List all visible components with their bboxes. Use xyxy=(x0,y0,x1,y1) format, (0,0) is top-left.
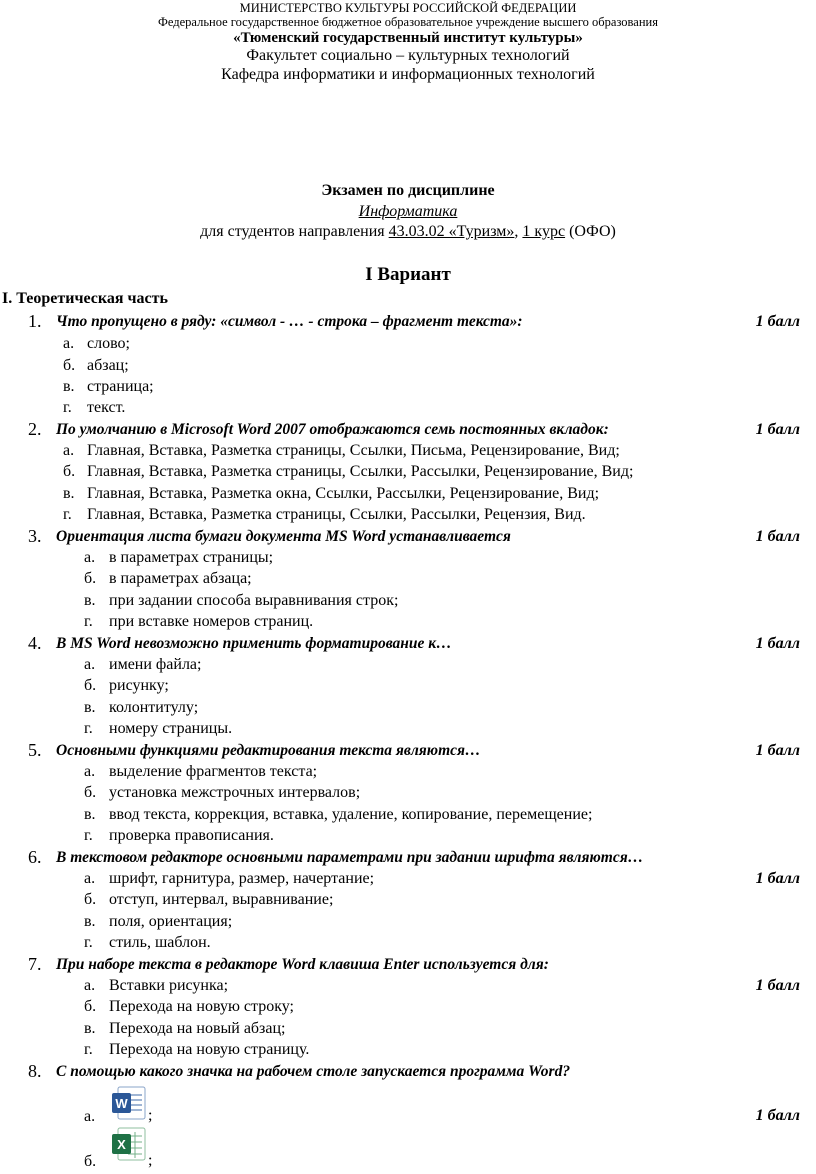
direction-code: 43.03.02 «Туризм» xyxy=(388,223,515,240)
option-text: стиль, шаблон. xyxy=(109,934,211,951)
answer-option xyxy=(84,547,816,568)
question-text: С помощью какого значка на рабочем столе запускается программа Word? xyxy=(56,1063,571,1080)
option-text: поля, ориентация; xyxy=(109,913,233,930)
option-text: имени файла; xyxy=(109,656,202,673)
answer-option xyxy=(63,355,816,376)
study-form: (ОФО) xyxy=(565,223,616,240)
question-score: 1 балл xyxy=(755,870,800,887)
option-letter: а. xyxy=(84,763,96,780)
option-letter: г. xyxy=(84,720,93,737)
option-text: абзац; xyxy=(87,357,129,374)
variant-title: I Вариант xyxy=(365,264,451,285)
option-letter: б. xyxy=(84,677,97,694)
answer-option xyxy=(84,675,816,696)
word-icon xyxy=(111,1085,147,1121)
answer-option xyxy=(63,397,816,418)
option-text: шрифт, гарнитура, размер, начертание; xyxy=(109,870,375,887)
answer-option xyxy=(84,911,816,932)
option-letter: г. xyxy=(84,934,93,951)
option-text: Перехода на новую страницу. xyxy=(109,1041,310,1058)
question-6 xyxy=(0,847,816,868)
svg-text:X: X xyxy=(117,1137,126,1152)
option-text: в параметрах абзаца; xyxy=(109,570,252,587)
institute-name: «Тюменский государственный институт культуры» xyxy=(233,30,583,46)
question-7 xyxy=(0,954,816,975)
question-number: 5. xyxy=(28,740,42,760)
option-text: в параметрах страницы; xyxy=(109,549,274,566)
question-score: 1 балл xyxy=(755,528,800,545)
option-letter: б. xyxy=(84,784,97,801)
answer-option xyxy=(84,590,816,611)
question-number: 4. xyxy=(28,633,42,653)
section-title: I. Теоретическая часть xyxy=(2,290,168,307)
option-text: выделение фрагментов текста; xyxy=(109,763,318,780)
option-text: слово; xyxy=(87,335,130,352)
question-number: 2. xyxy=(28,419,42,439)
excel-icon xyxy=(111,1126,147,1162)
option-text: ; xyxy=(148,1152,153,1169)
answer-option xyxy=(84,761,816,782)
ministry-line: МИНИСТЕРСТВО КУЛЬТУРЫ РОССИЙСКОЙ ФЕДЕРАЦИИ xyxy=(239,1,577,15)
answer-option xyxy=(63,376,816,397)
option-text: рисунку; xyxy=(109,677,169,694)
option-text: при вставке номеров страниц. xyxy=(109,613,314,630)
department-name: Кафедра информатики и информационных технологий xyxy=(221,66,595,83)
option-letter: в. xyxy=(84,913,96,930)
question-text: Ориентация листа бумаги документа MS Word устанавливается xyxy=(56,528,511,545)
audience-separator: , xyxy=(514,223,523,240)
option-letter: а. xyxy=(84,977,96,994)
svg-text:W: W xyxy=(115,1096,128,1111)
option-letter: а. xyxy=(63,442,75,459)
question-text: В MS Word невозможно применить форматирование к… xyxy=(56,635,452,652)
answer-option xyxy=(63,483,816,504)
question-2 xyxy=(0,419,816,440)
question-1 xyxy=(0,311,816,332)
answer-option xyxy=(84,996,816,1017)
question-number: 6. xyxy=(28,847,42,867)
answer-option xyxy=(84,975,816,996)
option-letter: б. xyxy=(63,463,76,480)
option-text: ; xyxy=(148,1107,153,1124)
option-text: проверка правописания. xyxy=(109,827,274,844)
question-4 xyxy=(0,633,816,654)
option-letter: в. xyxy=(63,378,75,395)
option-letter: а. xyxy=(63,335,75,352)
option-letter: г. xyxy=(63,506,72,523)
option-letter: г. xyxy=(63,399,72,416)
question-score: 1 балл xyxy=(755,421,800,438)
question-number: 3. xyxy=(28,526,42,546)
federal-line: Федеральное государственное бюджетное образовательное учреждение высшего образования xyxy=(158,15,658,29)
answer-option xyxy=(63,333,816,354)
subject-name: Информатика xyxy=(358,203,458,220)
answer-option xyxy=(84,697,816,718)
option-letter: г. xyxy=(84,1041,93,1058)
answer-option xyxy=(84,782,816,803)
answer-option xyxy=(84,868,816,889)
option-letter: в. xyxy=(84,1020,96,1037)
question-score: 1 балл xyxy=(755,977,800,994)
option-text: отступ, интервал, выравнивание; xyxy=(109,891,334,908)
option-text: колонтитулу; xyxy=(109,699,199,716)
course-label: 1 курс xyxy=(522,223,566,240)
question-number: 8. xyxy=(28,1061,42,1081)
option-text: при задании способа выравнивания строк; xyxy=(109,592,399,609)
option-letter: б. xyxy=(84,891,97,908)
option-text: ввод текста, коррекция, вставка, удаление, копирование, перемещение; xyxy=(109,806,593,823)
question-score: 1 балл xyxy=(755,742,800,759)
answer-option xyxy=(63,504,816,525)
question-text: Что пропущено в ряду: «символ - … - строка – фрагмент текста»: xyxy=(56,313,523,330)
exam-title: Экзамен по дисциплине xyxy=(321,182,495,199)
question-text: В текстовом редакторе основными параметрами при задании шрифта являются… xyxy=(56,849,644,866)
option-text: текст. xyxy=(87,399,126,416)
answer-option xyxy=(84,932,816,953)
option-text: Главная, Вставка, Разметка страницы, Ссылки, Письма, Рецензирование, Вид; xyxy=(87,442,620,459)
answer-option xyxy=(63,461,816,482)
answer-option xyxy=(84,804,816,825)
question-text: При наборе текста в редакторе Word клавиша Enter используется для: xyxy=(56,956,549,973)
answer-option xyxy=(84,568,816,589)
answer-option xyxy=(84,825,816,846)
answer-option xyxy=(63,440,816,461)
answer-option-letter xyxy=(84,1106,114,1127)
option-text: Главная, Вставка, Разметка страницы, Ссылки, Рассылки, Рецензирование, Вид; xyxy=(87,463,634,480)
exam-audience xyxy=(0,222,816,242)
question-text: Основными функциями редактирования текста являются… xyxy=(56,742,481,759)
option-letter: б. xyxy=(84,998,97,1015)
option-text: страница; xyxy=(87,378,154,395)
answer-option xyxy=(84,654,816,675)
option-letter: а. xyxy=(84,656,96,673)
answer-option-letter xyxy=(84,1151,114,1172)
option-letter: а. xyxy=(84,1108,96,1125)
option-letter: б. xyxy=(63,357,76,374)
option-letter: в. xyxy=(84,699,96,716)
option-letter: в. xyxy=(84,592,96,609)
question-number: 1. xyxy=(28,311,42,331)
option-letter: г. xyxy=(84,613,93,630)
option-text: Перехода на новый абзац; xyxy=(109,1020,286,1037)
option-letter: б. xyxy=(84,1153,97,1170)
option-text: установка межстрочных интервалов; xyxy=(109,784,361,801)
answer-option xyxy=(84,1039,816,1060)
option-text: Главная, Вставка, Разметка окна, Ссылки, Рассылки, Рецензирование, Вид; xyxy=(87,485,600,502)
option-letter: а. xyxy=(84,870,96,887)
option-letter: а. xyxy=(84,549,96,566)
answer-option xyxy=(84,718,816,739)
question-8 xyxy=(0,1061,816,1082)
answer-option xyxy=(84,889,816,910)
answer-option xyxy=(84,611,816,632)
option-letter: в. xyxy=(63,485,75,502)
question-score: 1 балл xyxy=(755,1107,800,1124)
audience-prefix: для студентов направления xyxy=(200,223,389,240)
option-letter: в. xyxy=(84,806,96,823)
question-score: 1 балл xyxy=(755,635,800,652)
question-text: По умолчанию в Microsoft Word 2007 отображаются семь постоянных вкладок: xyxy=(56,421,609,438)
option-letter: б. xyxy=(84,570,97,587)
faculty-name: Факультет социально – культурных технологий xyxy=(246,47,570,64)
question-5 xyxy=(0,740,816,761)
question-number: 7. xyxy=(28,954,42,974)
option-text: Перехода на новую строку; xyxy=(109,998,294,1015)
option-text: Вставки рисунка; xyxy=(109,977,229,994)
option-letter: г. xyxy=(84,827,93,844)
question-score: 1 балл xyxy=(755,313,800,330)
exam-subject xyxy=(0,202,816,222)
option-text: номеру страницы. xyxy=(109,720,233,737)
option-text: Главная, Вставка, Разметка страницы, Ссылки, Рассылки, Рецензия, Вид. xyxy=(87,506,586,523)
answer-option xyxy=(84,1018,816,1039)
question-3 xyxy=(0,526,816,547)
